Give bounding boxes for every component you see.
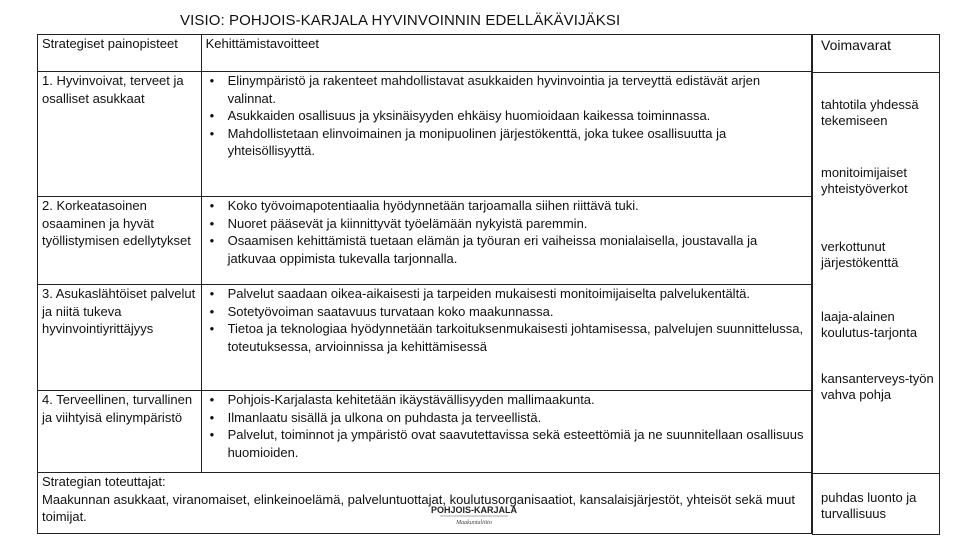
goal-item: • Elinympäristö ja rakenteet mahdollistavat asukkaiden hyvinvointia ja terveyttä edistävät arjen valinnat. [206,72,807,107]
pohjois-karjala-logo [420,503,528,527]
goal-item: • Nuoret pääsevät ja kiinnittyvät työelämään nykyistä paremmin. [206,215,807,233]
table-row [38,391,812,473]
focus-area: 4. Terveellinen, turvallinen ja viihtyisä elinympäristö [38,391,202,473]
resource-footer: puhdas luonto ja turvallisuus [821,490,917,521]
goal-item: • Ilmanlaatu sisällä ja ulkona on puhdasta ja terveellistä. [206,409,807,427]
resource-item: kansanterveys-työn vahva pohja [821,371,934,402]
logo-subtitle: Maakuntaliitto [456,520,492,526]
resource-footer-cell [813,474,940,535]
implementers-text: Maakunnan asukkaat, viranomaiset, elinkeinoelämä, palveluntuottajat, koulutusorganisaatiot, kansalaisjärjestöt, yhteisöt sekä muut toimijat. [42,491,795,524]
goal-item: • Koko työvoimapotentiaalia hyödynnetään tarjoamalla siihen riittävä tuki. [206,197,807,215]
focus-area: 2. Korkeatasoinen osaaminen ja hyvät työllistymisen edellytykset [38,197,202,285]
resources-table [812,34,940,535]
focus-area: 3. Asukaslähtöiset palvelut ja niitä tukeva hyvinvointiyrittäjyys [38,285,202,391]
implementers-heading: Strategian toteuttajat: [42,474,166,489]
goal-item: • Palvelut saadaan oikea-aikaisesti ja tarpeiden mukaisesti monitoimijaiselta palvelukentältä. [206,285,807,303]
strategy-table [37,34,812,534]
goals-cell [201,72,811,197]
goal-item: • Pohjois-Karjalasta kehitetään ikäystävällisyyden mallimaakunta. [206,391,807,409]
goals-cell [201,197,811,285]
goals-cell [201,285,811,391]
resource-item: verkottunut järjestökenttä [821,239,899,270]
table-row [38,197,812,285]
goal-item: • Osaamisen kehittämistä tuetaan elämän ja työuran eri vaiheissa monialaisella, joustavalla ja jatkuvaa oppimista tukevalla tarjonnalla. [206,232,807,267]
goal-item: • Tietoa ja teknologiaa hyödynnetään tarkoituksenmukaisesti johtamisessa, palvelujen suunnittelussa, toteutuksessa, arvioinnissa ja kehittämisessä [206,320,807,355]
table-row [38,285,812,391]
header-development-goals: Kehittämistavoitteet [201,35,811,72]
header-row [38,35,812,72]
header-focus-areas: Strategiset painopisteet [38,35,202,72]
resource-item: laaja-alainen koulutus-tarjonta [821,309,918,340]
page-title: VISIO: POHJOIS-KARJALA HYVINVOINNIN EDELLÄKÄVIJÄKSI [180,12,621,29]
goal-item: • Mahdollistetaan elinvoimainen ja monipuolinen järjestökenttä, joka tukee osallisuutta ja yhteisöllisyyttä. [206,125,807,160]
header-resources: Voimavarat [813,35,940,73]
goal-item: • Sotetyövoiman saatavuus turvataan koko maakunnassa. [206,303,807,321]
resources-cell [813,73,940,474]
table-row [38,72,812,197]
resource-item: monitoimijaiset yhteistyöverkot [821,165,908,196]
goal-item: • Asukkaiden osallisuus ja yksinäisyyden ehkäisy huomioidaan kaikessa toiminnassa. [206,107,807,125]
logo-name: POHJOIS-KARJALA [430,505,518,515]
resource-item: tahtotila yhdessä tekemiseen [821,97,919,128]
focus-area: 1. Hyvinvoivat, terveet ja osalliset asukkaat [38,72,202,197]
goals-cell [201,391,811,473]
goal-item: • Palvelut, toiminnot ja ympäristö ovat saavutettavissa sekä esteettömiä ja ne suunnitellaan osallisuus huomioiden. [206,426,807,461]
